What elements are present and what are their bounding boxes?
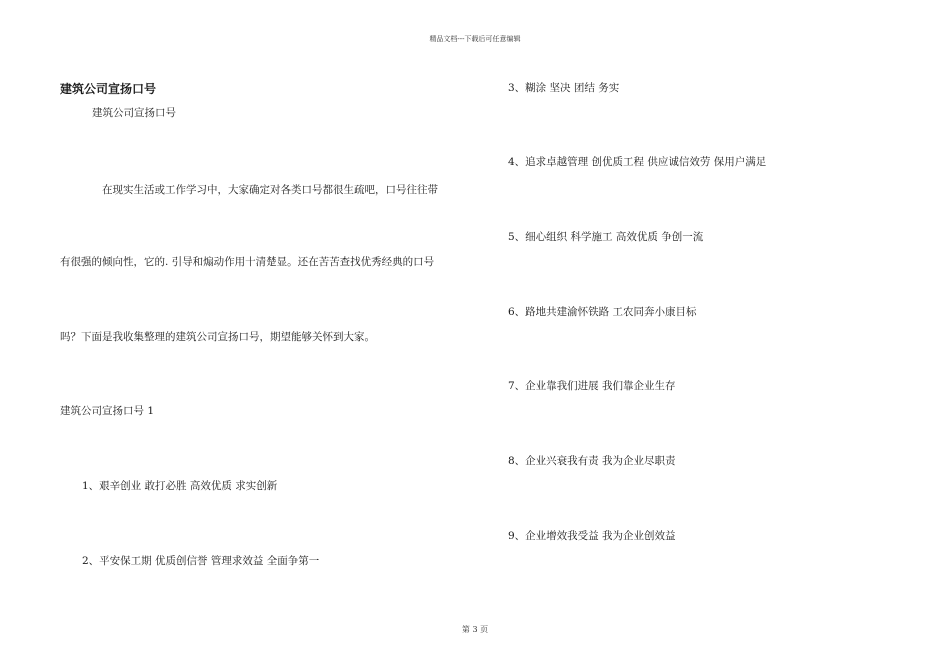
- slogan-item-6: 6、路地共建渝怀铁路 工农同奔小康目标: [508, 306, 697, 318]
- section-heading: 建筑公司宣扬口号 1: [60, 405, 155, 417]
- page-number: 第 3 页: [461, 625, 489, 634]
- slogan-item-3: 3、糊涂 坚决 团结 务实: [508, 82, 620, 94]
- page-header: 精品文档---下载后可任意编辑: [429, 35, 521, 43]
- document-title: 建筑公司宣扬口号: [60, 82, 157, 96]
- slogan-item-5: 5、细心组织 科学施工 高效优质 争创一流: [508, 231, 704, 243]
- document-subtitle: 建筑公司宣扬口号: [92, 107, 176, 119]
- slogan-item-9: 9、企业增效我受益 我为企业创效益: [508, 530, 676, 542]
- intro-line-2: 有很强的倾向性，它的. 引导和煽动作用十清楚显。还在苦苦查找优秀经典的口号: [60, 256, 435, 268]
- slogan-item-2: 2、平安保工期 优质创信誉 管理求效益 全面争第一: [82, 555, 320, 567]
- slogan-item-8: 8、企业兴衰我有责 我为企业尽职责: [508, 455, 676, 467]
- slogan-item-7: 7、企业靠我们进展 我们靠企业生存: [508, 380, 676, 392]
- slogan-item-4: 4、追求卓越管理 创优质工程 供应诚信效劳 保用户满足: [508, 156, 767, 168]
- intro-line-3: 吗？下面是我收集整理的建筑公司宣扬口号，期望能够关怀到大家。: [60, 331, 375, 343]
- intro-line-1: 在现实生活或工作学习中，大家确定对各类口号都很生疏吧，口号往往带: [102, 184, 438, 196]
- slogan-item-1: 1、艰辛创业 敢打必胜 高效优质 求实创新: [82, 480, 278, 492]
